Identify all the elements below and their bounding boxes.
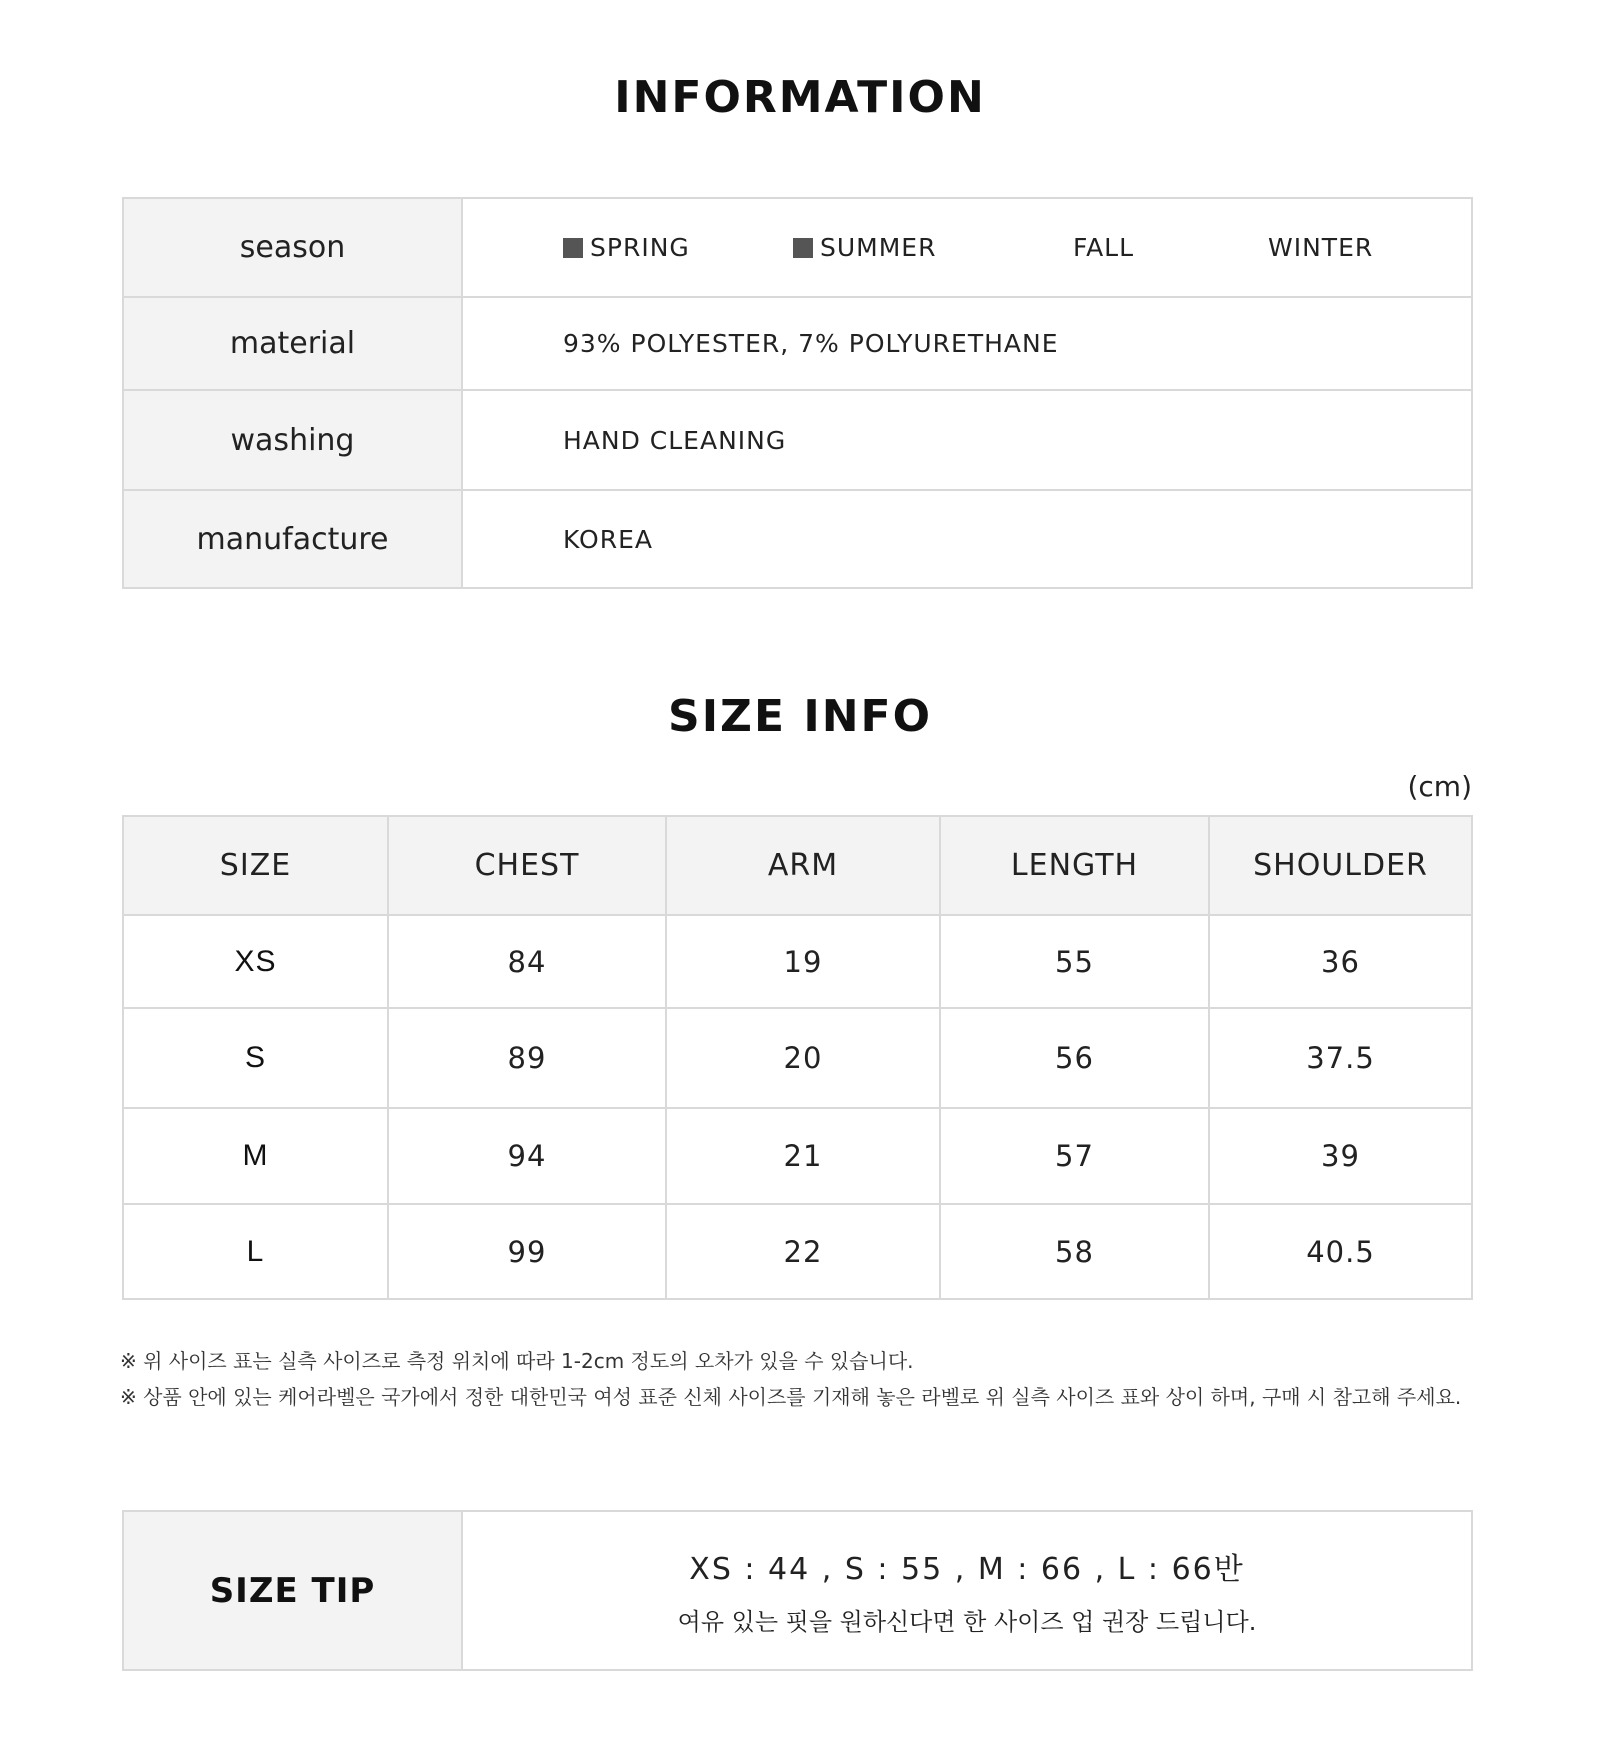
washing-value: HAND CLEANING [462, 390, 1472, 490]
arm-cell: 19 [666, 915, 940, 1008]
manufacture-value: KOREA [462, 490, 1472, 588]
size-cell: M [123, 1108, 388, 1204]
manufacture-row [123, 490, 1472, 588]
season-option-label: SPRING [590, 233, 690, 262]
size-info-title: SIZE INFO [668, 691, 932, 742]
arm-cell: 20 [666, 1008, 940, 1108]
size-cell: XS [123, 915, 388, 1008]
season-row [123, 198, 1472, 297]
manufacture-label: manufacture [123, 490, 462, 588]
checked-box-icon [793, 238, 813, 258]
shoulder-cell: 36 [1209, 915, 1472, 1008]
length-cell: 56 [940, 1008, 1209, 1108]
season-option-fall [1073, 233, 1268, 262]
chest-cell: 84 [388, 915, 666, 1008]
header-arm: ARM [666, 816, 940, 915]
table-row [123, 915, 1472, 1008]
season-option-spring [563, 233, 793, 262]
size-tip-mapping: XS : 44 , S : 55 , M : 66 , L : 66반 [689, 1552, 1245, 1587]
arm-cell: 22 [666, 1204, 940, 1299]
table-row [123, 1008, 1472, 1108]
shoulder-cell: 39 [1209, 1108, 1472, 1204]
size-tip-row [123, 1511, 1472, 1670]
material-row [123, 297, 1472, 390]
header-chest: CHEST [388, 816, 666, 915]
size-tip-advice: 여유 있는 핏을 원하신다면 한 사이즈 업 권장 드립니다. [677, 1608, 1257, 1636]
material-value: 93% POLYESTER, 7% POLYURETHANE [462, 297, 1472, 390]
season-value [462, 198, 1472, 297]
size-tip-value [462, 1511, 1472, 1670]
material-label: material [123, 297, 462, 390]
information-title: INFORMATION [614, 72, 986, 123]
information-table [122, 197, 1473, 589]
season-option-winter [1268, 233, 1408, 262]
size-notes [120, 1343, 1461, 1415]
table-row [123, 1108, 1472, 1204]
size-cell: S [123, 1008, 388, 1108]
length-cell: 58 [940, 1204, 1209, 1299]
washing-label: washing [123, 390, 462, 490]
season-option-label: SUMMER [820, 233, 937, 262]
chest-cell: 89 [388, 1008, 666, 1108]
checked-box-icon [563, 238, 583, 258]
note-line: ※ 상품 안에 있는 케어라벨은 국가에서 정한 대한민국 여성 표준 신체 사이즈를 기재해 놓은 라벨로 위 실측 사이즈 표와 상이 하며, 구매 시 참고해 주세요. [120, 1385, 1462, 1409]
washing-row [123, 390, 1472, 490]
length-cell: 55 [940, 915, 1209, 1008]
season-option-summer [793, 233, 1073, 262]
size-tip-table [122, 1510, 1473, 1671]
header-length: LENGTH [940, 816, 1209, 915]
size-cell: L [123, 1204, 388, 1299]
season-label: season [123, 198, 462, 297]
arm-cell: 21 [666, 1108, 940, 1204]
shoulder-cell: 37.5 [1209, 1008, 1472, 1108]
note-line: ※ 위 사이즈 표는 실측 사이즈로 측정 위치에 따라 1-2cm 정도의 오차가 있을 수 있습니다. [120, 1349, 914, 1373]
unit-label: (cm) [1407, 770, 1472, 803]
header-shoulder: SHOULDER [1209, 816, 1472, 915]
season-options [563, 233, 1471, 262]
table-row [123, 1204, 1472, 1299]
size-tip-label: SIZE TIP [123, 1511, 462, 1670]
season-option-label: WINTER [1268, 233, 1374, 262]
header-size: SIZE [123, 816, 388, 915]
shoulder-cell: 40.5 [1209, 1204, 1472, 1299]
chest-cell: 94 [388, 1108, 666, 1204]
season-option-label: FALL [1073, 233, 1135, 262]
size-table-header [123, 816, 1472, 915]
length-cell: 57 [940, 1108, 1209, 1204]
chest-cell: 99 [388, 1204, 666, 1299]
size-table [122, 815, 1473, 1300]
